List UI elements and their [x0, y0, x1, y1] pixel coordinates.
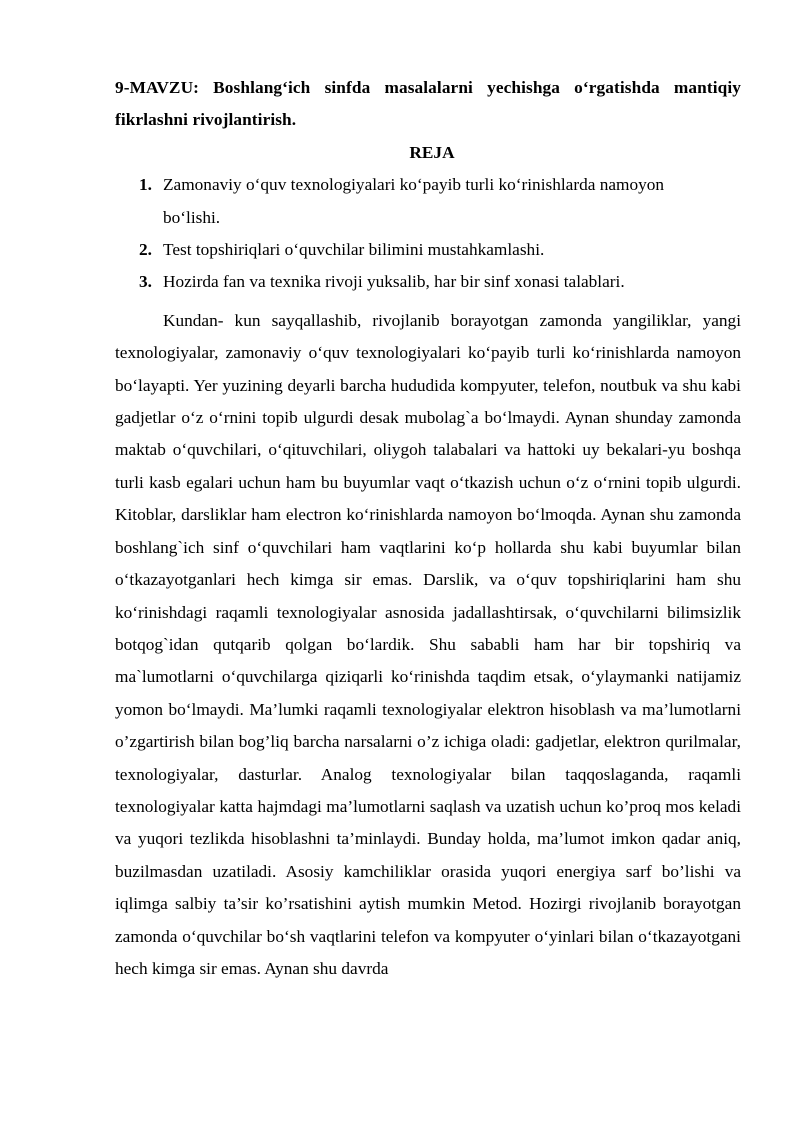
plan-heading: REJA — [409, 142, 455, 162]
plan-item-text: Test topshiriqlari o‘quvchilar bilimini mustahkamlashi. — [163, 240, 545, 260]
document-title: 9-MAVZU: Boshlang‘ich sinfda masalalarni yechishga o‘rgatishda mantiqiy fikrlashni rivojlantirish. — [115, 78, 741, 130]
document-page — [115, 72, 741, 985]
plan-list — [115, 169, 741, 299]
body-paragraph: Kundan- kun sayqallashib, rivojlanib borayotgan zamonda yangiliklar, yangi texnologiyalar, zamonaviy o‘quv texnologiyalari ko‘payib turli ko‘rinishlarda namoyon bo‘layapti. Yer yuzining deyarli barcha hududida kompyuter, telefon, noutbuk va shu kabi gadjetlar o‘z o‘rnini topib ulgurdi desak mubolag`a bo‘lmaydi. Aynan shunday zamonda maktab o‘quvchilari, o‘qituvchilari, oliygoh talabalari va hattoki uy bekalari-yu boshqa turli kasb egalari uchun ham bu buyumlar vaqt o‘tkazish uchun o‘z o‘rnini topib ulgurdi. Kitoblar, darsliklar ham electron ko‘rinishlarda namoyon bo‘lmoqda. Aynan shu zamonda boshlang`ich sinf o‘quvchilari ham vaqtlarini ko‘p hollarda shu kabi buyumlar bilan o‘tkazayotganlari hech kimga sir emas. Darslik, va o‘quv topshiriqlarini ham shu ko‘rinishdagi raqamli texnologiyalar asnosida jadallashtirsak, o‘quvchilarni bilimsizlik botqog`idan qutqarib qolgan bo‘lardik. Shu sababli ham har bir topshiriq va ma`lumotlarni o‘quvchilarga qiziqarli ko‘rinishda taqdim etsak, o‘ylaymanki natijamiz yomon bo‘lmaydi. Ma’lumki raqamli texnologiyalar elektron hisoblash va ma’lumotlarni o’zgartirish bilan bog’liq barcha narsalarni o’z ichiga oladi: gadjetlar, elektron qurilmalar, texnologiyalar, dasturlar. Analog texnologiyalar bilan taqqoslaganda, raqamli texnologiyalar katta hajmdagi ma’lumotlarni saqlash va uzatish uchun ko’proq mos keladi va yuqori tezlikda hisoblashni ta’minlaydi. Bunday holda, ma’lumot imkon qadar aniq, buzilmasdan uzatiladi. Asosiy kamchiliklar orasida yuqori energiya sarf bo’lishi va iqlimga salbiy ta’sir ko’rsatishini aytish mumkin Metod. Hozirgi rivojlanib borayotgan zamonda o‘quvchilar bo‘sh vaqtlarini telefon va kompyuter o‘yinlari bilan o‘tkazayotgani hech kimga sir emas. Aynan shu davrda — [115, 310, 741, 978]
plan-item-text: Zamonaviy o‘quv texnologiyalari ko‘payib turli ko‘rinishlarda namoyon bo‘lishi. — [163, 175, 665, 227]
plan-item-3 — [115, 266, 703, 298]
plan-item-number: 1. — [139, 175, 152, 195]
plan-item-number: 2. — [139, 240, 152, 260]
plan-item-1 — [115, 169, 703, 234]
plan-item-2 — [115, 234, 703, 266]
plan-item-number: 3. — [139, 272, 152, 292]
plan-item-text: Hozirda fan va texnika rivoji yuksalib, har bir sinf xonasi talablari. — [163, 272, 625, 292]
